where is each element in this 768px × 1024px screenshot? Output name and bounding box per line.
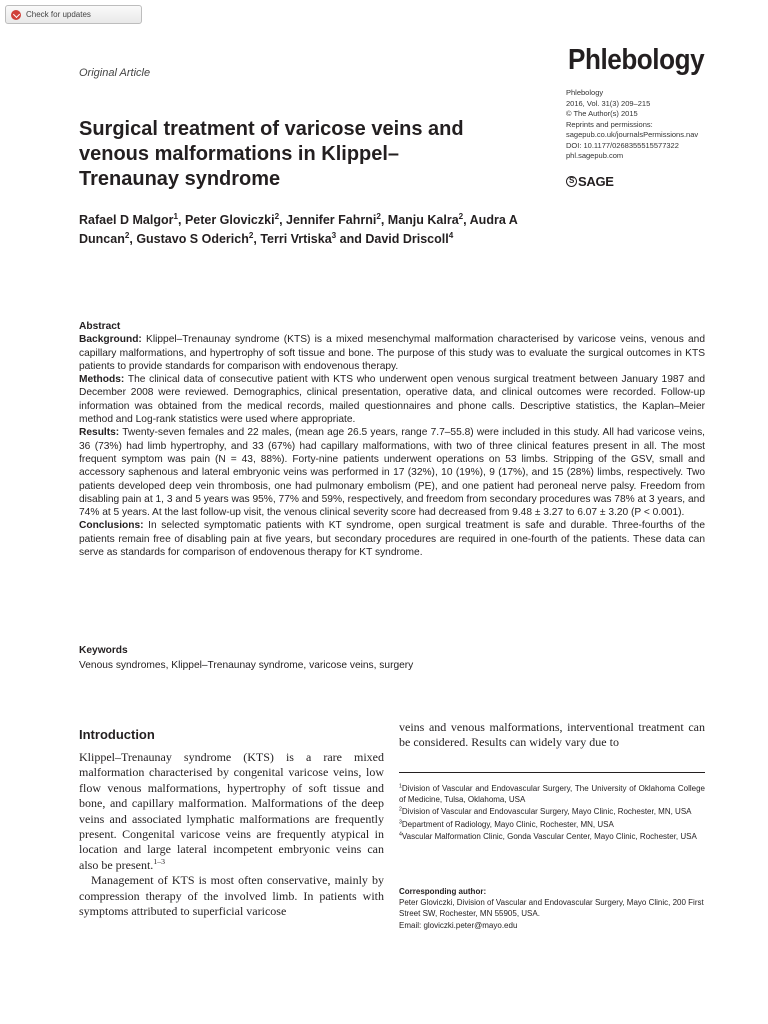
author-separator: , — [380, 213, 388, 227]
affiliation — [399, 806, 705, 817]
footnote-divider — [399, 772, 705, 773]
author-affiliation-number: 4 — [448, 230, 454, 240]
corresponding-author — [399, 886, 705, 931]
author-name: Manju Kalra — [387, 213, 459, 227]
abstract-section — [79, 519, 705, 559]
abstract-heading: Abstract — [79, 321, 121, 332]
abstract — [79, 320, 705, 559]
author-separator: and — [336, 232, 366, 246]
journal-meta-line: phl.sagepub.com — [566, 151, 624, 160]
author-name: David Driscoll — [365, 232, 449, 246]
author-affiliation-number: 2 — [458, 211, 464, 221]
author-separator: , — [279, 213, 287, 227]
citation-superscript: 1–3 — [153, 856, 166, 866]
journal-name: Phlebology — [568, 44, 705, 76]
affiliation-text: Vascular Malformation Clinic, Gonda Vascular Center, Mayo Clinic, Rochester, USA — [401, 831, 697, 841]
article-type: Original Article — [79, 67, 151, 79]
affiliation — [399, 819, 705, 830]
abstract-section-text: The clinical data of consecutive patient with KTS who underwent open venous surgical treatment between January 1987 and December 2008 were reviewed. Demographics, clinical presentation, operative data, and clinical outcomes were recorded. Follow-up information was obtained from the medical records, mailed questionnaires and phone calls. Descriptive statistics, the Kaplan–Meier method and Log-rank statistics were used where appropriate. — [79, 374, 705, 426]
corresponding-author-line: Peter Gloviczki, Division of Vascular and Endovascular Surgery, Mayo Clinic, 200 First Street SW, Rochester, MN 55905, USA. — [399, 898, 704, 919]
abstract-section-label: Results: — [79, 427, 120, 439]
introduction-paragraph-text: Klippel–Trenaunay syndrome (KTS) is a rare mixed malformation characterised by congenital varicose veins, low flow venous malformations, hypertrophy of soft tissue and bone, and capillary malformation. Malformations of the deep veins and associated lymphatic malformations are frequently present. Congenital varicose veins are frequently atypical in location and large lateral incompetent embryonic veins can also be present. — [79, 750, 384, 872]
journal-meta-line: © The Author(s) 2015 — [566, 109, 638, 118]
article-title: Surgical treatment of varicose veins and venous malformations in Klippel–Trenaunay syndrome — [79, 118, 464, 190]
abstract-section-text: Klippel–Trenaunay syndrome (KTS) is a mixed mesenchymal malformation characterised by varicose veins, venous and capillary malformations, and hypertrophy of soft tissue and bone. The purpose of this study was to evaluate the surgical outcomes in KTS patients to provide standards for comparison with endovenous therapy. — [79, 334, 705, 372]
author-affiliation-number: 2 — [274, 211, 280, 221]
publisher-logo — [566, 174, 614, 189]
abstract-section-text: In selected symptomatic patients with KT syndrome, open surgical treatment is safe and durable. Three-fourths of the patients remain free of disabling pain at five years, but secondary procedures are required in one-fourth of the patients. These data can serve as standards for comparison of endovenous therapy for KT syndrome. — [79, 520, 705, 559]
author-separator: , — [253, 232, 261, 246]
corresponding-author-email[interactable]: Email: gloviczki.peter@mayo.edu — [399, 920, 518, 930]
author-name: Audra A Duncan — [79, 213, 518, 246]
author-separator: , — [177, 213, 185, 227]
introduction-paragraph: Management of KTS is most often conservative, mainly by compression therapy of the involved limb. In patients with symptoms attributed to superficial varicose — [79, 873, 384, 919]
sage-logo-icon: S — [566, 176, 577, 187]
author-list — [79, 211, 519, 249]
introduction-paragraph — [79, 750, 384, 873]
author-affiliation-number: 2 — [248, 230, 254, 240]
author-name: Gustavo S Oderich — [136, 232, 249, 246]
journal-meta-line: DOI: 10.1177/0268355515577322 — [566, 140, 679, 150]
keywords-text: Venous syndromes, Klippel–Trenaunay syndrome, varicose veins, surgery — [79, 660, 414, 671]
journal-meta-line: 2016, Vol. 31(3) 209–215 — [566, 98, 651, 108]
affiliation-text: Department of Radiology, Mayo Clinic, Rochester, MN, USA — [401, 819, 614, 829]
affiliation-text: Division of Vascular and Endovascular Surgery, Mayo Clinic, Rochester, MN, USA — [401, 807, 692, 817]
author-affiliation-number: 3 — [331, 230, 337, 240]
journal-meta-line: Phlebology — [566, 88, 604, 97]
introduction-column-right: veins and venous malformations, interventional treatment can be considered. Results can widely vary due to — [399, 720, 705, 750]
abstract-section-label: Conclusions: — [79, 520, 144, 532]
journal-meta-line: sagepub.co.uk/journalsPermissions.nav — [566, 130, 699, 139]
abstract-section-label: Background: — [79, 334, 142, 346]
corresponding-author-heading: Corresponding author: — [399, 887, 487, 896]
author-name: Terri Vrtiska — [260, 232, 332, 246]
journal-meta — [566, 88, 698, 162]
affiliation-number: 1 — [399, 783, 402, 790]
abstract-section — [79, 426, 705, 519]
introduction-heading: Introduction — [79, 727, 155, 742]
affiliation — [399, 831, 705, 842]
check-for-updates-button[interactable] — [5, 5, 142, 24]
abstract-section-text: Twenty-seven females and 22 males, (mean age 26.5 years, range 7.7–55.8) were included in this study. All had varicose veins, 36 (73%) had limb hypertrophy, and 33 (67%) had capillary malformations, with two of three clinical features present in all. The most frequent symptom was pain (N = 43, 88%). Forty-nine patients underwent operations on 53 limbs. Stripping of the GSV, small and accessory saphenous and lateral embryonic veins was performed in 17 (32%), 10 (19%), 9 (17%), and 15 (28%) limbs, respectively. Two patients developed deep vein thrombosis, one had pulmonary embolism (PE), and one patient had peroneal nerve palsy. Freedom from disabling pain at 1, 3 and 5 years was 95%, 77% and 59%, respectively, and freedom from secondary procedures was 78% at 3 years, and 74% at 5 years. At the last follow-up visit, the venous clinical severity score had decreased from 9.48 ± 3.27 to 6.07 ± 3.20 (P < 0.001). — [79, 427, 705, 519]
check-updates-icon — [11, 10, 21, 20]
author-affiliation-number: 2 — [124, 230, 130, 240]
author-separator: , — [463, 213, 470, 227]
abstract-section — [79, 373, 705, 426]
abstract-section-label: Methods: — [79, 374, 125, 386]
abstract-section — [79, 333, 705, 373]
affiliations — [399, 783, 705, 843]
journal-meta-line: Reprints and permissions: — [566, 119, 653, 129]
keywords-heading: Keywords — [79, 645, 128, 656]
publisher-name: SAGE — [578, 174, 614, 189]
introduction-column-left — [79, 750, 384, 919]
affiliation-number: 3 — [399, 818, 402, 825]
keywords — [79, 643, 705, 673]
affiliation — [399, 783, 705, 805]
author-affiliation-number: 2 — [376, 211, 381, 221]
author-name: Peter Gloviczki — [184, 213, 275, 227]
affiliation-number: 2 — [399, 806, 402, 813]
author-name: Rafael D Malgor — [79, 213, 174, 227]
author-affiliation-number: 1 — [173, 211, 178, 221]
author-separator: , — [129, 232, 137, 246]
affiliation-number: 4 — [399, 831, 402, 838]
check-for-updates-label: Check for updates — [26, 10, 91, 19]
affiliation-text: Division of Vascular and Endovascular Surgery, The University of Oklahoma College of Medicine, Tulsa, Oklahoma, USA — [399, 784, 705, 805]
author-name: Jennifer Fahrni — [286, 213, 377, 227]
